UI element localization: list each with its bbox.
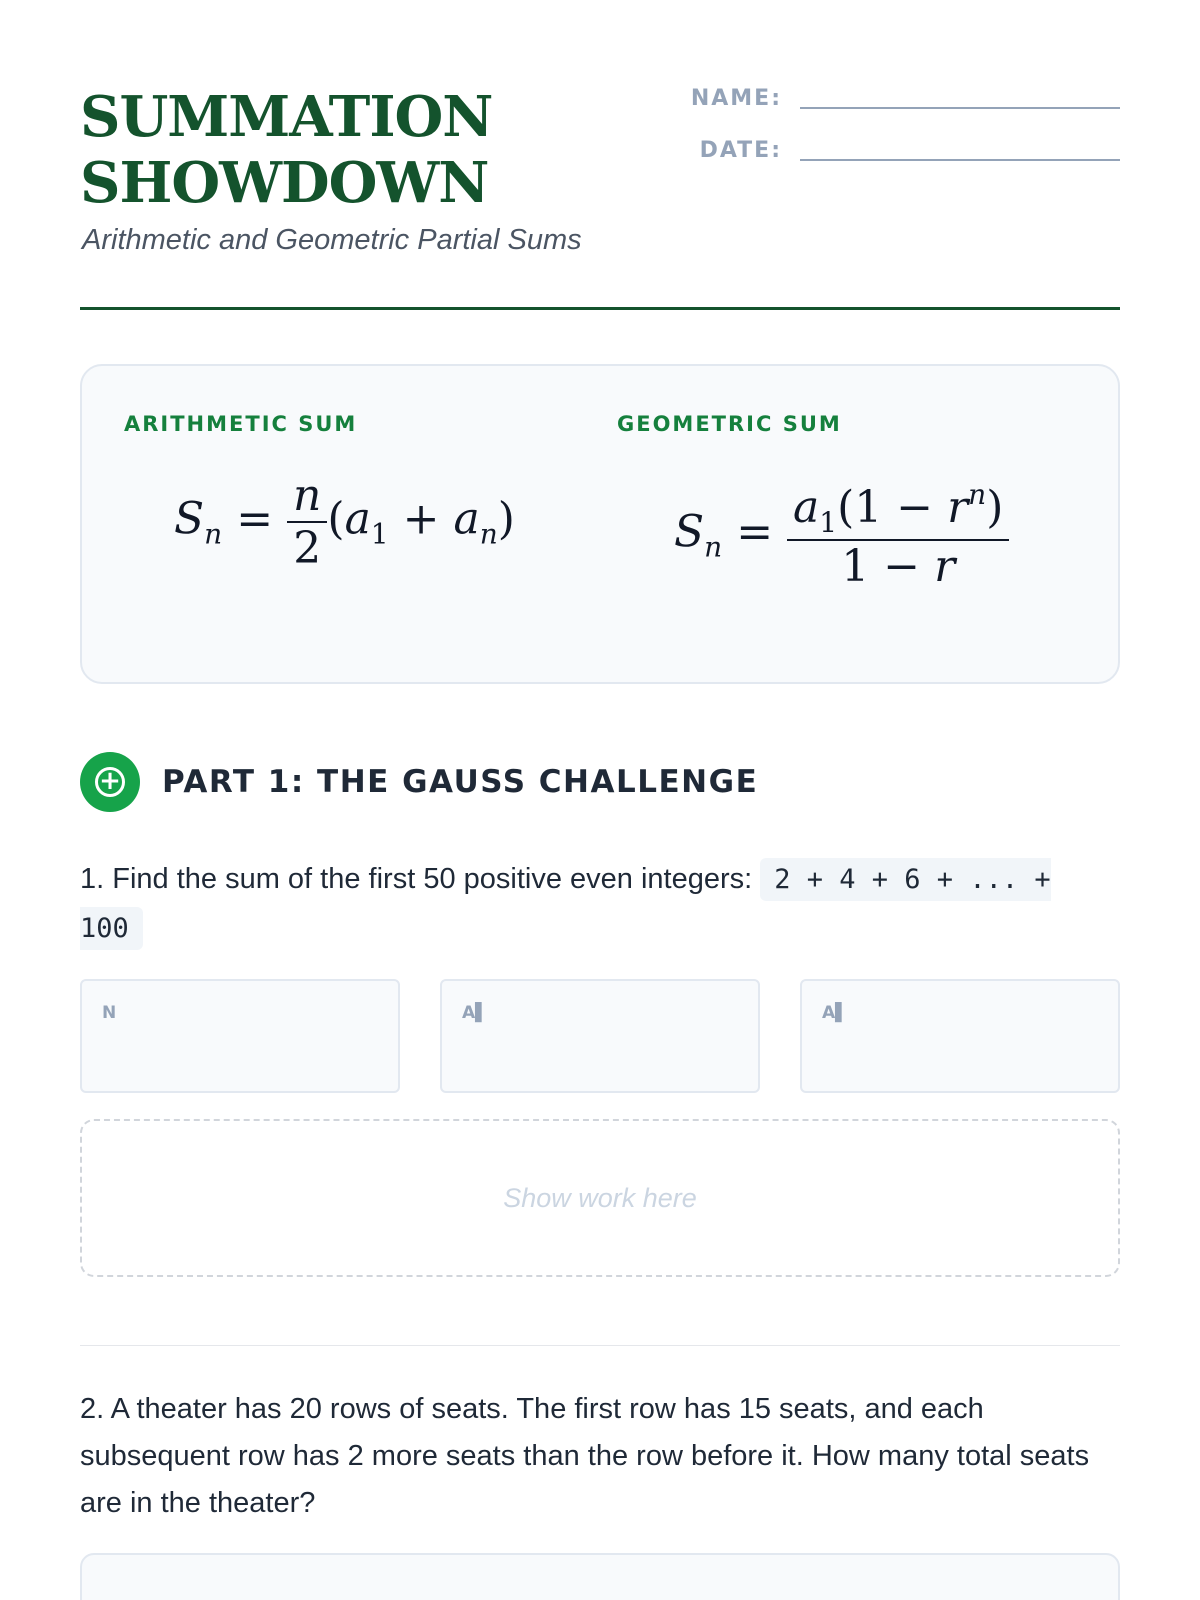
question-2-answer-area[interactable] — [80, 1553, 1120, 1600]
header-divider — [80, 307, 1120, 310]
answer-box-n[interactable] — [80, 979, 400, 1093]
worksheet-subtitle: Arithmetic and Geometric Partial Sums — [82, 224, 582, 256]
name-line[interactable] — [800, 107, 1120, 109]
question-2-text: 2. A theater has 20 rows of seats. The first row has 15 seats, and each subsequent row has 2 more seats than the row before it. How many total seats are in the theater? — [80, 1393, 1090, 1519]
formula-reference-box — [80, 364, 1120, 684]
answer-box-an[interactable] — [800, 979, 1120, 1093]
date-label: DATE: — [699, 138, 782, 163]
answer-box-label: A▌ — [462, 1003, 489, 1023]
title-line-1: SUMMATION — [80, 84, 493, 150]
show-work-area[interactable] — [80, 1119, 1120, 1277]
geometric-sum-label: GEOMETRIC SUM — [617, 412, 842, 436]
answer-box-label: N — [102, 1003, 117, 1023]
arithmetic-sum-formula: $S_n$ = $\frac{n}{2}$ $(a_1 + a_n)$ — [174, 470, 515, 574]
geometric-sum-formula: $S_n$ = $\frac{a_1(1 - r^n)}{1 - r}$ — [674, 478, 1009, 592]
name-field[interactable] — [672, 86, 1120, 111]
part1-title: PART 1: THE GAUSS CHALLENGE — [162, 764, 759, 800]
date-field[interactable] — [672, 138, 1120, 163]
plus-circle-icon: + — [80, 752, 140, 812]
answer-box-a1[interactable] — [440, 979, 760, 1093]
question-1 — [80, 855, 1120, 953]
name-label: NAME: — [690, 86, 782, 111]
title-line-2: SHOWDOWN — [80, 150, 489, 216]
question-divider — [80, 1345, 1120, 1346]
question-1-text: 1. Find the sum of the first 50 positive even integers: — [80, 863, 761, 895]
arithmetic-sum-label: ARITHMETIC SUM — [124, 412, 358, 436]
question-1-sequence: 2 + 4 + 6 + ... + 100 — [80, 858, 1051, 950]
date-line[interactable] — [800, 159, 1120, 161]
part1-header — [80, 752, 758, 812]
show-work-placeholder: Show work here — [503, 1182, 697, 1213]
answer-box-label: A▌ — [822, 1003, 849, 1023]
worksheet-title — [80, 84, 640, 216]
